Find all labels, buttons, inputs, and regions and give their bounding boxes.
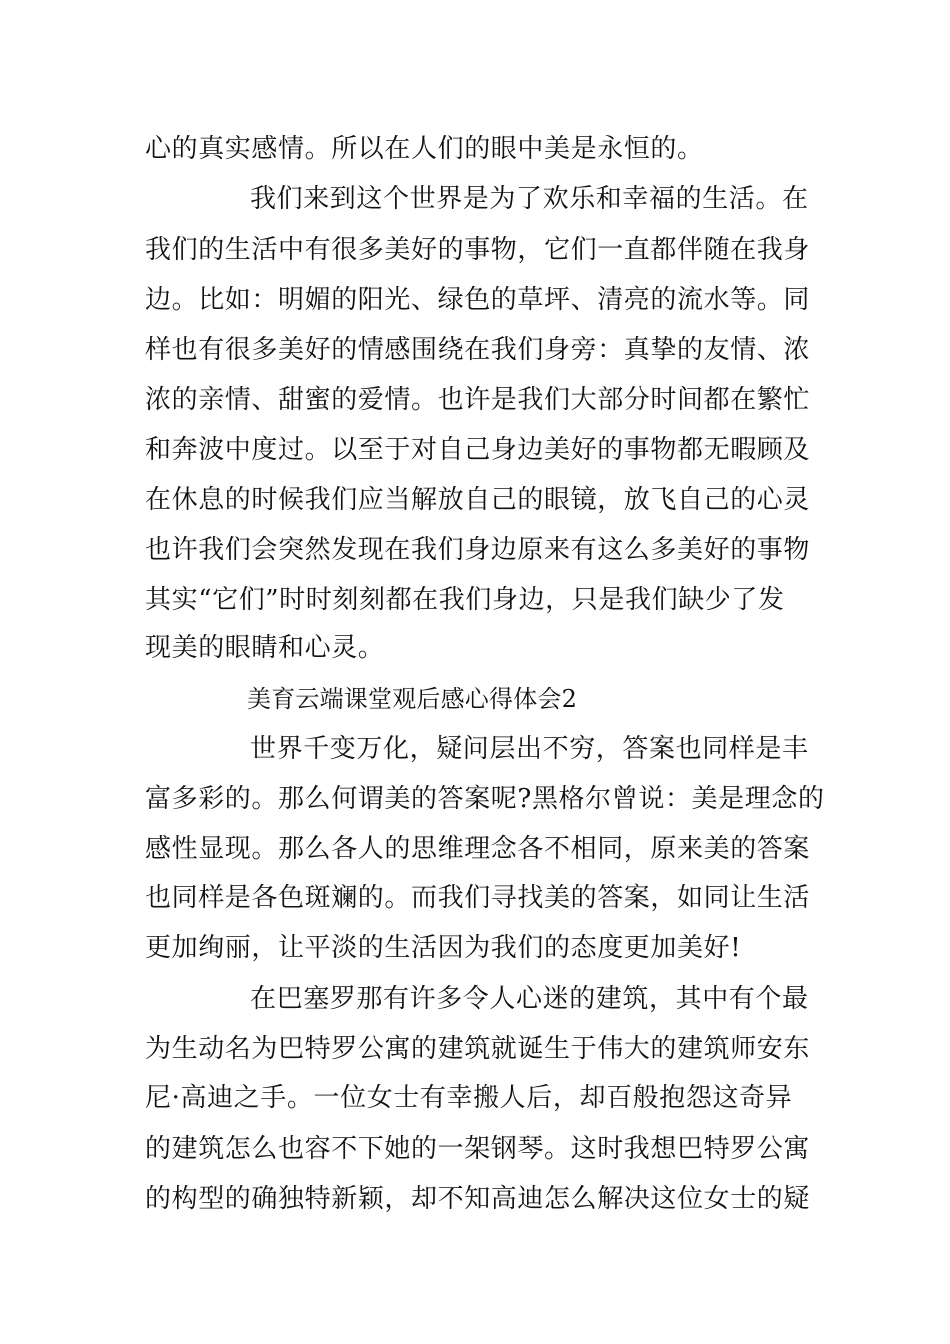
text-line: 心的真实感情。所以在人们的眼中美是永恒的。 [145,134,704,164]
section-heading: 美育云端课堂观后感心得体会2 [247,685,578,713]
text-line: 样也有很多美好的情感围绕在我们身旁：真挚的友情、浓 [145,335,811,365]
text-line: 富多彩的。那么何谓美的答案呢?黑格尔曾说：美是理念的 [145,784,825,814]
text-line: 我们的生活中有很多美好的事物，它们一直都伴随在我身 [145,235,811,265]
text-line: 也许我们会突然发现在我们身边原来有这么多美好的事物 [145,535,811,565]
text-line: 为生动名为巴特罗公寓的建筑就诞生于伟大的建筑师安东 [145,1034,811,1064]
text-line: 感性显现。那么各人的思维理念各不相同，原来美的答案 [145,834,811,864]
text-line: 其实“它们”时时刻刻都在我们身边，只是我们缺少了发 [145,585,785,615]
paragraph-first-line: 我们来到这个世界是为了欢乐和幸福的生活。在 [250,184,809,214]
text-line: 和奔波中度过。以至于对自己身边美好的事物都无暇顾及 [145,435,811,465]
text-line: 也同样是各色斑斓的。而我们寻找美的答案，如同让生活 [145,883,811,913]
text-line: 在休息的时候我们应当解放自己的眼镜，放飞自己的心灵 [145,485,811,515]
text-line: 现美的眼睛和心灵。 [145,633,385,663]
paragraph-first-line: 世界千变万化，疑问层出不穷，答案也同样是丰 [250,734,809,764]
text-line: 尼·高迪之手。一位女士有幸搬人后，却百般抱怨这奇异 [145,1083,793,1113]
paragraph-first-line: 在巴塞罗那有许多令人心迷的建筑，其中有个最 [250,984,809,1014]
text-line: 的构型的确独特新颖，却不知高迪怎么解决这位女士的疑 [145,1184,811,1214]
text-line: 浓的亲情、甜蜜的爱情。也许是我们大部分时间都在繁忙 [145,385,811,415]
text-line: 的建筑怎么也容不下她的一架钢琴。这时我想巴特罗公寓 [145,1134,811,1164]
text-line: 更加绚丽，让平淡的生活因为我们的态度更加美好! [145,933,742,963]
text-line: 边。比如：明媚的阳光、绿色的草坪、清亮的流水等。同 [145,285,811,315]
